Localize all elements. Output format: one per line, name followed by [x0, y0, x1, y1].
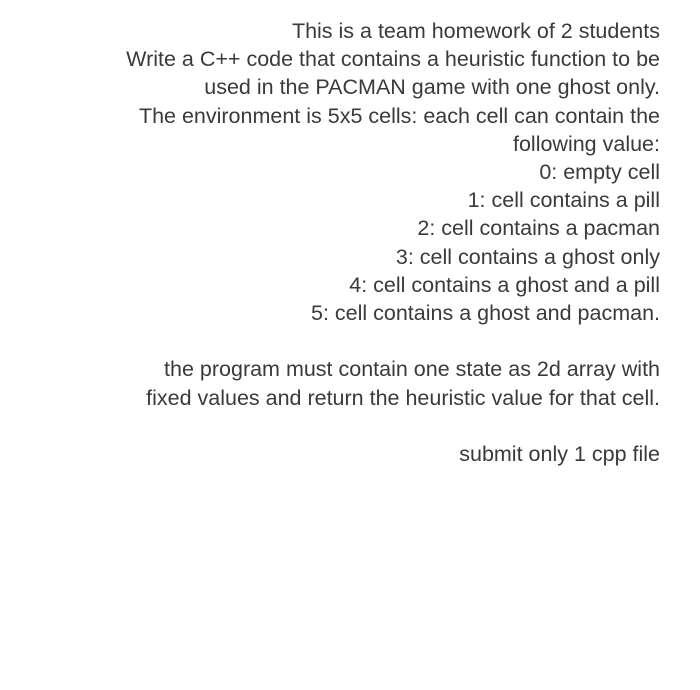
- paragraph-gap: [0, 412, 660, 440]
- intro-line: following value:: [512, 131, 660, 156]
- cell-value-item: 2: cell contains a pacman: [417, 216, 660, 241]
- intro-line: This is a team homework of 2 students: [291, 19, 660, 43]
- cell-value-item: 3: cell contains a ghost only: [395, 244, 660, 269]
- cell-value-item: 1: cell contains a pill: [467, 188, 660, 213]
- intro-line: used in the PACMAN game with one ghost only.: [204, 75, 660, 100]
- cell-value-item: 5: cell contains a ghost and pacman.: [311, 301, 660, 326]
- submission-note: submit only 1 cpp file: [459, 442, 660, 467]
- intro-line: Write a C++ code that contains a heuristic function to be: [126, 47, 660, 72]
- intro-line: The environment is 5x5 cells: each cell can contain the: [138, 103, 660, 128]
- paragraph-gap: [0, 327, 660, 355]
- requirement-line: the program must contain one state as 2d array with: [164, 357, 660, 382]
- requirement-line: fixed values and return the heuristic value for that cell.: [146, 385, 660, 410]
- cell-value-item: 0: empty cell: [539, 160, 660, 185]
- assignment-text: [0, 17, 660, 468]
- cell-value-item: 4: cell contains a ghost and a pill: [349, 272, 660, 297]
